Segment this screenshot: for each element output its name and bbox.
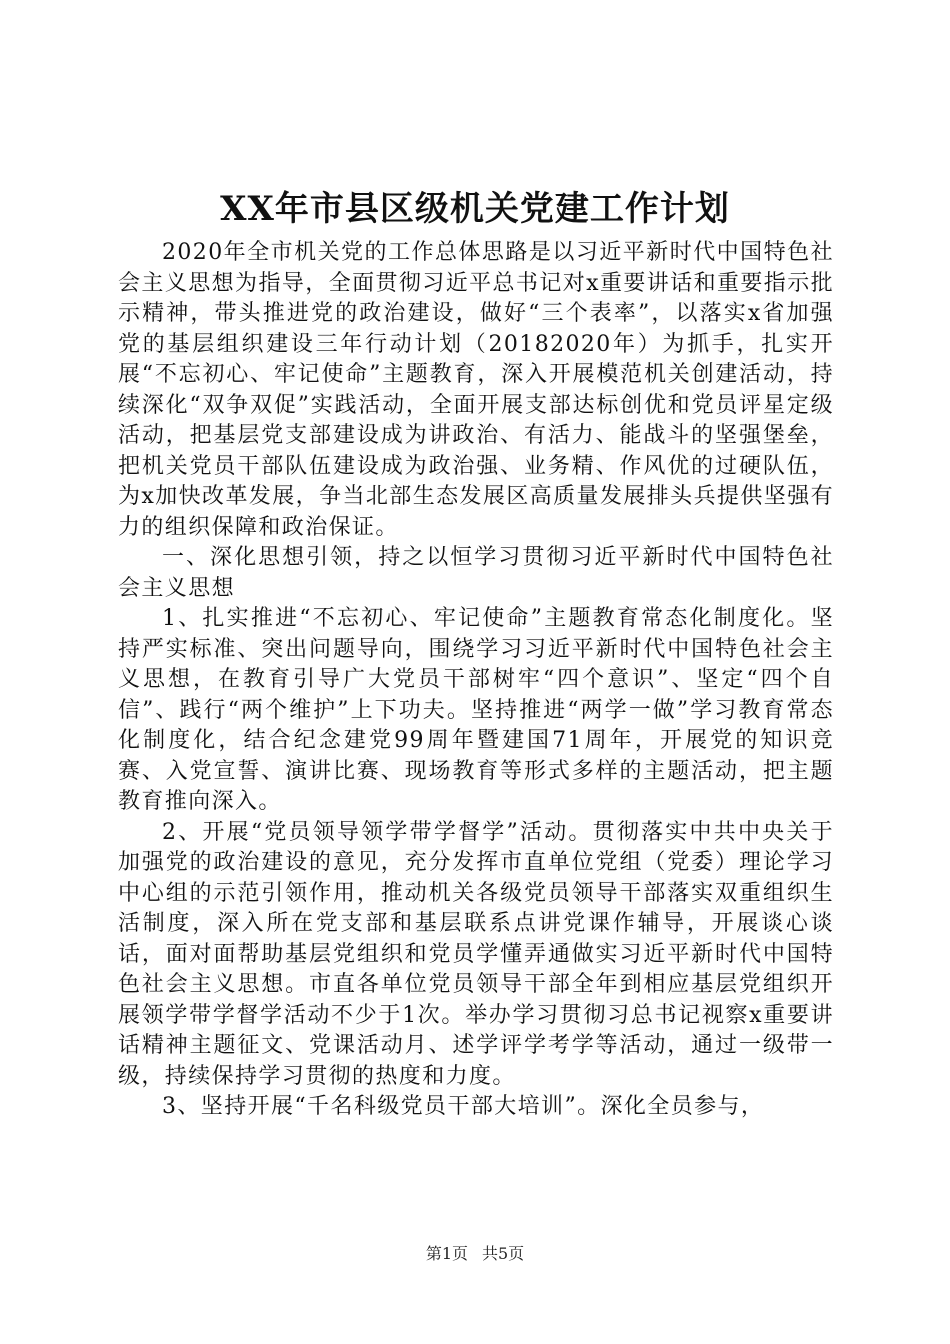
item-paragraph-1: 1、扎实推进“不忘初心、牢记使命”主题教育常态化制度化。坚持严实标准、突出问题导向，围绕学习习近平新时代中国特色社会主义思想，在教育引导广大党员干部树牢“四个意识”、坚定“四个自信”、践行“两个维护”上下功夫。坚持推进“两学一做”学习教育常态化制度化，结合纪念建党99周年暨建国71周年，开展党的知识竞赛、入党宣誓、演讲比赛、现场教育等形式多样的主题活动，把主题教育推向深入。 bbox=[118, 606, 834, 814]
page-footer bbox=[0, 1243, 950, 1265]
section-heading-1: 一、深化思想引领，持之以恒学习贯彻习近平新时代中国特色社会主义思想 bbox=[118, 545, 834, 601]
page-number-total: 共5页 bbox=[482, 1244, 525, 1263]
intro-paragraph: 2020年全市机关党的工作总体思路是以习近平新时代中国特色社会主义思想为指导，全面贯彻习近平总书记对x重要讲话和重要指示批示精神，带头推进党的政治建设，做好“三个表率”，以落实x省加强党的基层组织建设三年行动计划（20182020年）为抓手，扎实开展“不忘初心、牢记使命”主题教育，深入开展模范机关创建活动，持续深化“双争双促”实践活动，全面开展支部达标创优和党员评星定级活动，把基层党支部建设成为讲政治、有活力、能战斗的坚强堡垒，把机关党员干部队伍建设成为政治强、业务精、作风优的过硬队伍，为x加快改革发展，争当北部生态发展区高质量发展排头兵提供坚强有力的组织保障和政治保证。 bbox=[118, 240, 834, 540]
document-body bbox=[118, 238, 834, 1123]
item-paragraph-2: 2、开展“党员领导领学带学督学”活动。贯彻落实中共中央关于加强党的政治建设的意见，充分发挥市直单位党组（党委）理论学习中心组的示范引领作用，推动机关各级党员领导干部落实双重组织生活制度，深入所在党支部和基层联系点讲党课作辅导，开展谈心谈话，面对面帮助基层党组织和党员学懂弄通做实习近平新时代中国特色社会主义思想。市直各单位党员领导干部全年到相应基层党组织开展领学带学督学活动不少于1次。举办学习贯彻习总书记视察x重要讲话精神主题征文、党课活动月、述学评学考学等活动，通过一级带一级，持续保持学习贯彻的热度和力度。 bbox=[118, 819, 834, 1089]
document-title: XX年市县区级机关党建工作计划 bbox=[220, 189, 730, 229]
page-number-current: 第1页 bbox=[425, 1244, 468, 1263]
item-paragraph-3: 3、坚持开展“千名科级党员干部大培训”。深化全员参与， bbox=[162, 1094, 765, 1119]
